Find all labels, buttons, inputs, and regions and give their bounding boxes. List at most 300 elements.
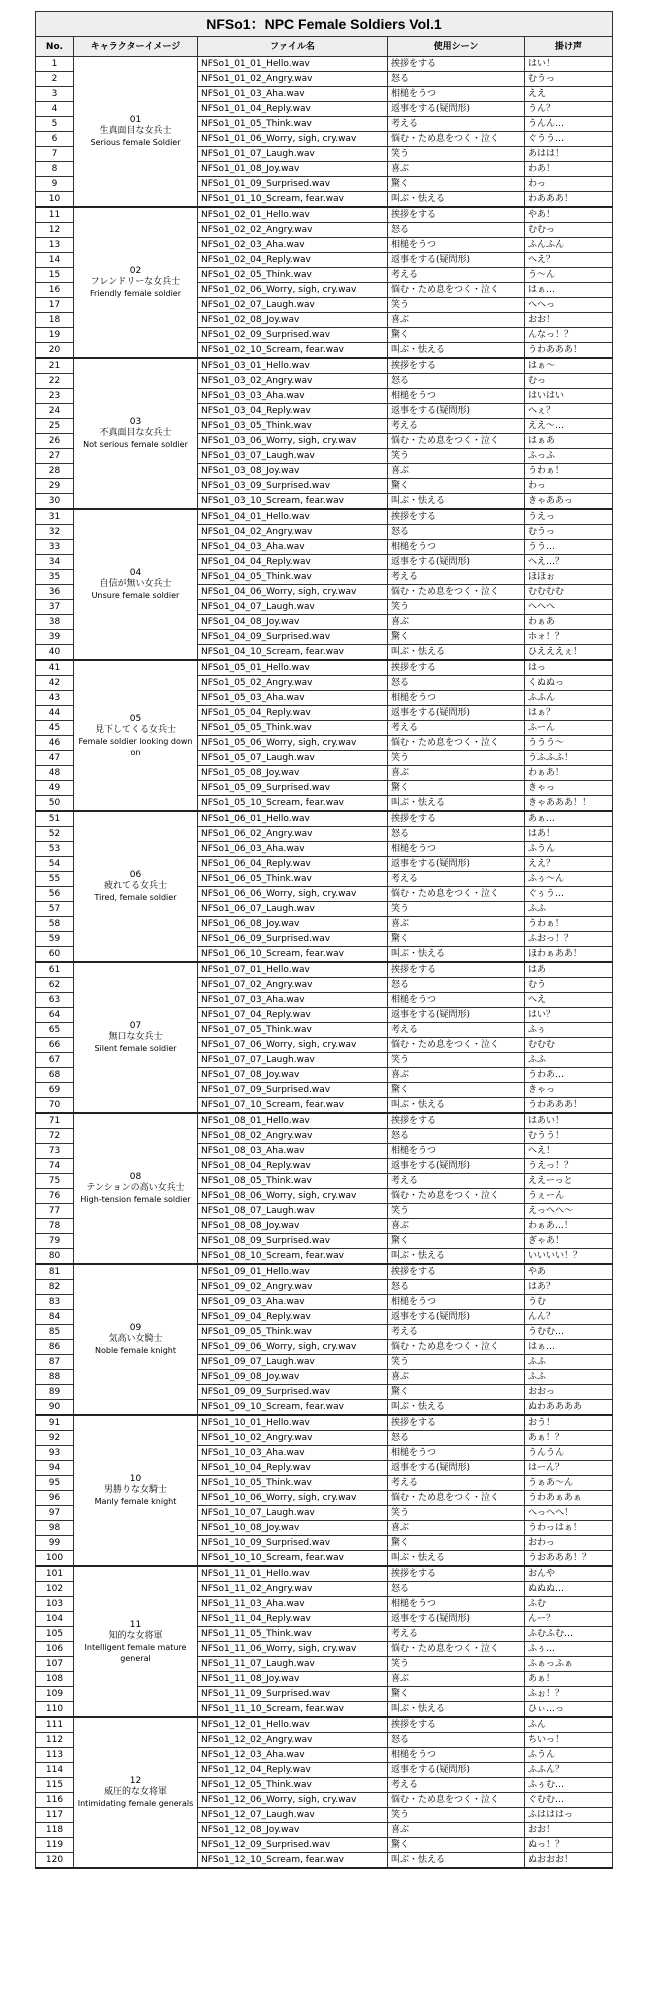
file-name: NFSo1_12_02_Angry.wav — [198, 1733, 388, 1748]
usage-scene: 叫ぶ・怯える — [388, 1249, 525, 1265]
header-character: キャラクターイメージ — [74, 37, 198, 57]
voice-line: うんん… — [525, 117, 613, 132]
file-name: NFSo1_02_03_Aha.wav — [198, 238, 388, 253]
row-number: 97 — [36, 1506, 74, 1521]
voice-line: ふはははっ — [525, 1808, 613, 1823]
file-name: NFSo1_05_01_Hello.wav — [198, 660, 388, 676]
file-name: NFSo1_04_02_Angry.wav — [198, 525, 388, 540]
file-name: NFSo1_06_03_Aha.wav — [198, 842, 388, 857]
voice-line: へっへへ！ — [525, 1506, 613, 1521]
row-number: 30 — [36, 494, 74, 510]
usage-scene: 驚く — [388, 1083, 525, 1098]
usage-scene: 叫ぶ・怯える — [388, 1098, 525, 1114]
row-number: 79 — [36, 1234, 74, 1249]
voice-line: うう… — [525, 540, 613, 555]
voice-line: ぎゃあ！ — [525, 1234, 613, 1249]
row-number: 14 — [36, 253, 74, 268]
file-name: NFSo1_11_01_Hello.wav — [198, 1566, 388, 1582]
file-name: NFSo1_10_01_Hello.wav — [198, 1415, 388, 1431]
file-name: NFSo1_07_04_Reply.wav — [198, 1008, 388, 1023]
character-id: 04 — [129, 568, 142, 578]
character-id: 01 — [129, 115, 142, 125]
row-number: 93 — [36, 1446, 74, 1461]
usage-scene: 怒る — [388, 1129, 525, 1144]
row-number: 11 — [36, 207, 74, 223]
file-name: NFSo1_12_06_Worry, sigh, cry.wav — [198, 1793, 388, 1808]
voice-line: ふふん？ — [525, 1763, 613, 1778]
table-row — [36, 811, 613, 827]
row-number: 5 — [36, 117, 74, 132]
file-name: NFSo1_04_01_Hello.wav — [198, 509, 388, 525]
character-cell — [74, 660, 198, 811]
row-number: 7 — [36, 147, 74, 162]
file-name: NFSo1_10_03_Aha.wav — [198, 1446, 388, 1461]
usage-scene: 笑う — [388, 751, 525, 766]
header-file: ファイル名 — [198, 37, 388, 57]
usage-scene: 怒る — [388, 1431, 525, 1446]
voice-line: ううう～ — [525, 736, 613, 751]
row-number: 82 — [36, 1280, 74, 1295]
voice-line: ふむふむ… — [525, 1627, 613, 1642]
character-cell — [74, 207, 198, 358]
file-name: NFSo1_07_01_Hello.wav — [198, 962, 388, 978]
character-name-en: Unsure female soldier — [91, 591, 180, 600]
usage-scene: 悩む・ため息をつく・泣く — [388, 283, 525, 298]
character-name-en: Tired, female soldier — [94, 893, 177, 902]
file-name: NFSo1_05_05_Think.wav — [198, 721, 388, 736]
file-name: NFSo1_08_05_Think.wav — [198, 1174, 388, 1189]
voice-line: うぇーん — [525, 1189, 613, 1204]
file-name: NFSo1_05_07_Laugh.wav — [198, 751, 388, 766]
row-number: 78 — [36, 1219, 74, 1234]
voice-line: ふむ — [525, 1597, 613, 1612]
voice-line: ぬぬぬ… — [525, 1582, 613, 1597]
voice-line: ええーっと — [525, 1174, 613, 1189]
row-number: 120 — [36, 1853, 74, 1869]
usage-scene: 考える — [388, 1627, 525, 1642]
file-name: NFSo1_03_09_Surprised.wav — [198, 479, 388, 494]
file-name: NFSo1_04_05_Think.wav — [198, 570, 388, 585]
usage-scene: 悩む・ため息をつく・泣く — [388, 1793, 525, 1808]
usage-scene: 悩む・ため息をつく・泣く — [388, 736, 525, 751]
usage-scene: 怒る — [388, 223, 525, 238]
row-number: 27 — [36, 449, 74, 464]
voice-line: むうっ — [525, 72, 613, 87]
usage-scene: 返事をする(疑問形) — [388, 1310, 525, 1325]
file-name: NFSo1_02_01_Hello.wav — [198, 207, 388, 223]
row-number: 57 — [36, 902, 74, 917]
row-number: 45 — [36, 721, 74, 736]
usage-scene: 返事をする(疑問形) — [388, 1612, 525, 1627]
voice-line: わあ！ — [525, 162, 613, 177]
file-name: NFSo1_09_07_Laugh.wav — [198, 1355, 388, 1370]
usage-scene: 叫ぶ・怯える — [388, 947, 525, 963]
file-name: NFSo1_05_02_Angry.wav — [198, 676, 388, 691]
voice-line: ほわぁああ！ — [525, 947, 613, 963]
row-number: 18 — [36, 313, 74, 328]
voice-line: きゃあああ！！ — [525, 796, 613, 812]
row-number: 37 — [36, 600, 74, 615]
row-number: 103 — [36, 1597, 74, 1612]
row-number: 22 — [36, 374, 74, 389]
usage-scene: 怒る — [388, 374, 525, 389]
row-number: 89 — [36, 1385, 74, 1400]
voice-line: う～ん — [525, 268, 613, 283]
character-cell — [74, 1113, 198, 1264]
file-name: NFSo1_03_03_Aha.wav — [198, 389, 388, 404]
table-row — [36, 509, 613, 525]
file-name: NFSo1_06_04_Reply.wav — [198, 857, 388, 872]
file-name: NFSo1_01_02_Angry.wav — [198, 72, 388, 87]
file-name: NFSo1_01_03_Aha.wav — [198, 87, 388, 102]
character-name-jp: 自信が無い女兵士 — [99, 579, 172, 589]
row-number: 31 — [36, 509, 74, 525]
voice-line: うん？ — [525, 102, 613, 117]
usage-scene: 挨拶をする — [388, 1566, 525, 1582]
file-name: NFSo1_11_10_Scream, fear.wav — [198, 1702, 388, 1718]
row-number: 15 — [36, 268, 74, 283]
row-number: 49 — [36, 781, 74, 796]
row-number: 108 — [36, 1672, 74, 1687]
file-name: NFSo1_11_02_Angry.wav — [198, 1582, 388, 1597]
voice-line: はーん？ — [525, 1461, 613, 1476]
file-name: NFSo1_11_08_Joy.wav — [198, 1672, 388, 1687]
usage-scene: 怒る — [388, 978, 525, 993]
row-number: 2 — [36, 72, 74, 87]
usage-scene: 叫ぶ・怯える — [388, 1702, 525, 1718]
row-number: 56 — [36, 887, 74, 902]
row-number: 23 — [36, 389, 74, 404]
voice-line: はっ — [525, 660, 613, 676]
character-name-en: Manly female knight — [94, 1497, 177, 1506]
character-name-jp: 男勝りな女騎士 — [103, 1485, 167, 1495]
character-cell — [74, 962, 198, 1113]
row-number: 3 — [36, 87, 74, 102]
file-name: NFSo1_06_05_Think.wav — [198, 872, 388, 887]
file-name: NFSo1_04_08_Joy.wav — [198, 615, 388, 630]
file-name: NFSo1_08_03_Aha.wav — [198, 1144, 388, 1159]
row-number: 92 — [36, 1431, 74, 1446]
voice-line: ふふ — [525, 902, 613, 917]
character-cell — [74, 1264, 198, 1415]
character-name-jp: フレンドリーな女兵士 — [90, 277, 181, 287]
row-number: 76 — [36, 1189, 74, 1204]
file-name: NFSo1_05_10_Scream, fear.wav — [198, 796, 388, 812]
file-name: NFSo1_10_07_Laugh.wav — [198, 1506, 388, 1521]
file-name: NFSo1_09_05_Think.wav — [198, 1325, 388, 1340]
row-number: 40 — [36, 645, 74, 661]
usage-scene: 怒る — [388, 1582, 525, 1597]
row-number: 105 — [36, 1627, 74, 1642]
usage-scene: 返事をする(疑問形) — [388, 555, 525, 570]
voice-line: はあい！ — [525, 1113, 613, 1129]
row-number: 51 — [36, 811, 74, 827]
voice-line: うわあああ！ — [525, 343, 613, 359]
usage-scene: 笑う — [388, 1506, 525, 1521]
usage-scene: 喜ぶ — [388, 766, 525, 781]
voice-line: うわあぁあぁ — [525, 1491, 613, 1506]
usage-scene: 笑う — [388, 1204, 525, 1219]
voice-line: あはは！ — [525, 147, 613, 162]
character-name-en: Intelligent female mature general — [84, 1642, 187, 1663]
usage-scene: 喜ぶ — [388, 917, 525, 932]
file-name: NFSo1_07_10_Scream, fear.wav — [198, 1098, 388, 1114]
voice-line: ちいっ！ — [525, 1733, 613, 1748]
file-name: NFSo1_01_10_Scream, fear.wav — [198, 192, 388, 208]
row-number: 81 — [36, 1264, 74, 1280]
row-number: 88 — [36, 1370, 74, 1385]
character-id: 11 — [129, 1619, 142, 1630]
voice-line: むうう！ — [525, 1129, 613, 1144]
usage-scene: 挨拶をする — [388, 1415, 525, 1431]
usage-scene: 叫ぶ・怯える — [388, 796, 525, 812]
file-name: NFSo1_01_08_Joy.wav — [198, 162, 388, 177]
file-name: NFSo1_08_08_Joy.wav — [198, 1219, 388, 1234]
row-number: 48 — [36, 766, 74, 781]
file-name: NFSo1_12_04_Reply.wav — [198, 1763, 388, 1778]
header-no: No. — [36, 37, 74, 57]
row-number: 110 — [36, 1702, 74, 1718]
row-number: 24 — [36, 404, 74, 419]
voice-line: わぁあ — [525, 615, 613, 630]
row-number: 33 — [36, 540, 74, 555]
character-name-en: Silent female soldier — [94, 1044, 177, 1053]
file-name: NFSo1_10_10_Scream, fear.wav — [198, 1551, 388, 1567]
row-number: 41 — [36, 660, 74, 676]
usage-scene: 相槌をうつ — [388, 87, 525, 102]
table-row — [36, 1717, 613, 1733]
voice-line: ホォ！？ — [525, 630, 613, 645]
character-name-jp: 威圧的な女将軍 — [103, 1787, 167, 1797]
usage-scene: 悩む・ため息をつく・泣く — [388, 1642, 525, 1657]
row-number: 73 — [36, 1144, 74, 1159]
file-name: NFSo1_07_02_Angry.wav — [198, 978, 388, 993]
row-number: 112 — [36, 1733, 74, 1748]
voice-line: はいはい — [525, 389, 613, 404]
usage-scene: 驚く — [388, 1385, 525, 1400]
usage-scene: 考える — [388, 721, 525, 736]
voice-line: きゃああっ — [525, 494, 613, 510]
voice-line: はぁあ — [525, 434, 613, 449]
usage-scene: 返事をする(疑問形) — [388, 706, 525, 721]
row-number: 72 — [36, 1129, 74, 1144]
row-number: 115 — [36, 1778, 74, 1793]
row-number: 16 — [36, 283, 74, 298]
usage-scene: 悩む・ため息をつく・泣く — [388, 1340, 525, 1355]
row-number: 28 — [36, 464, 74, 479]
row-number: 109 — [36, 1687, 74, 1702]
usage-scene: 悩む・ため息をつく・泣く — [388, 132, 525, 147]
row-number: 50 — [36, 796, 74, 812]
voice-line: ふぅ～ん — [525, 872, 613, 887]
usage-scene: 笑う — [388, 1808, 525, 1823]
voice-line: うえっ！？ — [525, 1159, 613, 1174]
voice-line: ひえええぇ！ — [525, 645, 613, 661]
voice-line: うむ — [525, 1295, 613, 1310]
file-name: NFSo1_01_05_Think.wav — [198, 117, 388, 132]
file-name: NFSo1_01_04_Reply.wav — [198, 102, 388, 117]
header-scene: 使用シーン — [388, 37, 525, 57]
file-name: NFSo1_09_01_Hello.wav — [198, 1264, 388, 1280]
voice-line: はぁ？ — [525, 706, 613, 721]
file-name: NFSo1_02_07_Laugh.wav — [198, 298, 388, 313]
row-number: 96 — [36, 1491, 74, 1506]
row-number: 39 — [36, 630, 74, 645]
voice-line: ぬっ！？ — [525, 1838, 613, 1853]
usage-scene: 喜ぶ — [388, 615, 525, 630]
row-number: 71 — [36, 1113, 74, 1129]
row-number: 77 — [36, 1204, 74, 1219]
voice-line: ふおっ！？ — [525, 932, 613, 947]
voice-line: ぐむむ… — [525, 1793, 613, 1808]
usage-scene: 考える — [388, 1778, 525, 1793]
file-name: NFSo1_01_06_Worry, sigh, cry.wav — [198, 132, 388, 147]
voice-line: おお！ — [525, 313, 613, 328]
table-body — [36, 57, 613, 1869]
row-number: 84 — [36, 1310, 74, 1325]
voice-line: むっ — [525, 374, 613, 389]
usage-scene: 驚く — [388, 1234, 525, 1249]
character-id: 12 — [129, 1776, 142, 1786]
row-number: 90 — [36, 1400, 74, 1416]
header-voice: 掛け声 — [525, 37, 613, 57]
character-id: 03 — [129, 417, 142, 427]
voice-line: わぁあ！ — [525, 766, 613, 781]
row-number: 52 — [36, 827, 74, 842]
file-name: NFSo1_03_02_Angry.wav — [198, 374, 388, 389]
file-name: NFSo1_03_08_Joy.wav — [198, 464, 388, 479]
usage-scene: 驚く — [388, 932, 525, 947]
file-name: NFSo1_02_02_Angry.wav — [198, 223, 388, 238]
usage-scene: 挨拶をする — [388, 207, 525, 223]
row-number: 58 — [36, 917, 74, 932]
row-number: 70 — [36, 1098, 74, 1114]
voice-line: はあ — [525, 962, 613, 978]
voice-line: へぇ？ — [525, 404, 613, 419]
file-name: NFSo1_02_06_Worry, sigh, cry.wav — [198, 283, 388, 298]
row-number: 106 — [36, 1642, 74, 1657]
file-name: NFSo1_02_04_Reply.wav — [198, 253, 388, 268]
usage-scene: 返事をする(疑問形) — [388, 857, 525, 872]
voice-line: ぐうう… — [525, 132, 613, 147]
row-number: 69 — [36, 1083, 74, 1098]
character-name-jp: 生真面目な女兵士 — [99, 126, 172, 136]
voice-line: ふん — [525, 1717, 613, 1733]
page-title: NFSo1：NPC Female Soldiers Vol.1 — [36, 12, 613, 37]
file-name: NFSo1_04_10_Scream, fear.wav — [198, 645, 388, 661]
row-number: 38 — [36, 615, 74, 630]
row-number: 67 — [36, 1053, 74, 1068]
row-number: 10 — [36, 192, 74, 208]
row-number: 47 — [36, 751, 74, 766]
usage-scene: 相槌をうつ — [388, 993, 525, 1008]
character-id: 06 — [129, 870, 142, 880]
file-name: NFSo1_09_04_Reply.wav — [198, 1310, 388, 1325]
character-cell — [74, 358, 198, 509]
character-name-en: Noble female knight — [95, 1346, 176, 1355]
row-number: 6 — [36, 132, 74, 147]
file-name: NFSo1_10_02_Angry.wav — [198, 1431, 388, 1446]
table-row — [36, 1566, 613, 1582]
voice-line: ええ～… — [525, 419, 613, 434]
row-number: 83 — [36, 1295, 74, 1310]
usage-scene: 挨拶をする — [388, 57, 525, 72]
character-cell — [74, 811, 198, 962]
row-number: 19 — [36, 328, 74, 343]
row-number: 86 — [36, 1340, 74, 1355]
character-cell — [74, 509, 198, 660]
row-number: 62 — [36, 978, 74, 993]
usage-scene: 悩む・ため息をつく・泣く — [388, 434, 525, 449]
file-name: NFSo1_08_04_Reply.wav — [198, 1159, 388, 1174]
voice-line: はぁ… — [525, 283, 613, 298]
voice-line: へへっ — [525, 298, 613, 313]
usage-scene: 怒る — [388, 676, 525, 691]
voice-list-table — [35, 11, 613, 1869]
usage-scene: 驚く — [388, 1838, 525, 1853]
file-name: NFSo1_03_04_Reply.wav — [198, 404, 388, 419]
row-number: 75 — [36, 1174, 74, 1189]
usage-scene: 考える — [388, 1023, 525, 1038]
file-name: NFSo1_06_07_Laugh.wav — [198, 902, 388, 917]
voice-line: へえ — [525, 993, 613, 1008]
row-number: 85 — [36, 1325, 74, 1340]
table-row — [36, 1113, 613, 1129]
usage-scene: 相槌をうつ — [388, 238, 525, 253]
voice-line: うわぁ！ — [525, 464, 613, 479]
voice-line: んなっ！？ — [525, 328, 613, 343]
voice-line: きゃっ — [525, 781, 613, 796]
row-number: 98 — [36, 1521, 74, 1536]
usage-scene: 挨拶をする — [388, 358, 525, 374]
usage-scene: 悩む・ため息をつく・泣く — [388, 1491, 525, 1506]
voice-line: ふふ — [525, 1370, 613, 1385]
voice-line: うふふふ！ — [525, 751, 613, 766]
row-number: 25 — [36, 419, 74, 434]
file-name: NFSo1_07_08_Joy.wav — [198, 1068, 388, 1083]
file-name: NFSo1_12_05_Think.wav — [198, 1778, 388, 1793]
voice-line: ふふ — [525, 1355, 613, 1370]
usage-scene: 驚く — [388, 177, 525, 192]
voice-line: むうっ — [525, 525, 613, 540]
table-row — [36, 1415, 613, 1431]
voice-line: ええ — [525, 87, 613, 102]
row-number: 44 — [36, 706, 74, 721]
row-number: 64 — [36, 1008, 74, 1023]
voice-line: わぁあ…！ — [525, 1219, 613, 1234]
voice-line: はい？ — [525, 1008, 613, 1023]
file-name: NFSo1_07_03_Aha.wav — [198, 993, 388, 1008]
voice-line: おわっ — [525, 1536, 613, 1551]
row-number: 114 — [36, 1763, 74, 1778]
file-name: NFSo1_02_08_Joy.wav — [198, 313, 388, 328]
voice-line: むむむ — [525, 1038, 613, 1053]
row-number: 43 — [36, 691, 74, 706]
row-number: 60 — [36, 947, 74, 963]
usage-scene: 考える — [388, 268, 525, 283]
file-name: NFSo1_12_07_Laugh.wav — [198, 1808, 388, 1823]
voice-line: へえ…？ — [525, 555, 613, 570]
file-name: NFSo1_07_06_Worry, sigh, cry.wav — [198, 1038, 388, 1053]
row-number: 9 — [36, 177, 74, 192]
row-number: 4 — [36, 102, 74, 117]
row-number: 35 — [36, 570, 74, 585]
voice-line: うわあああ！ — [525, 1098, 613, 1114]
file-name: NFSo1_12_10_Scream, fear.wav — [198, 1853, 388, 1869]
row-number: 17 — [36, 298, 74, 313]
voice-line: うおあああ！？ — [525, 1551, 613, 1567]
file-name: NFSo1_05_08_Joy.wav — [198, 766, 388, 781]
